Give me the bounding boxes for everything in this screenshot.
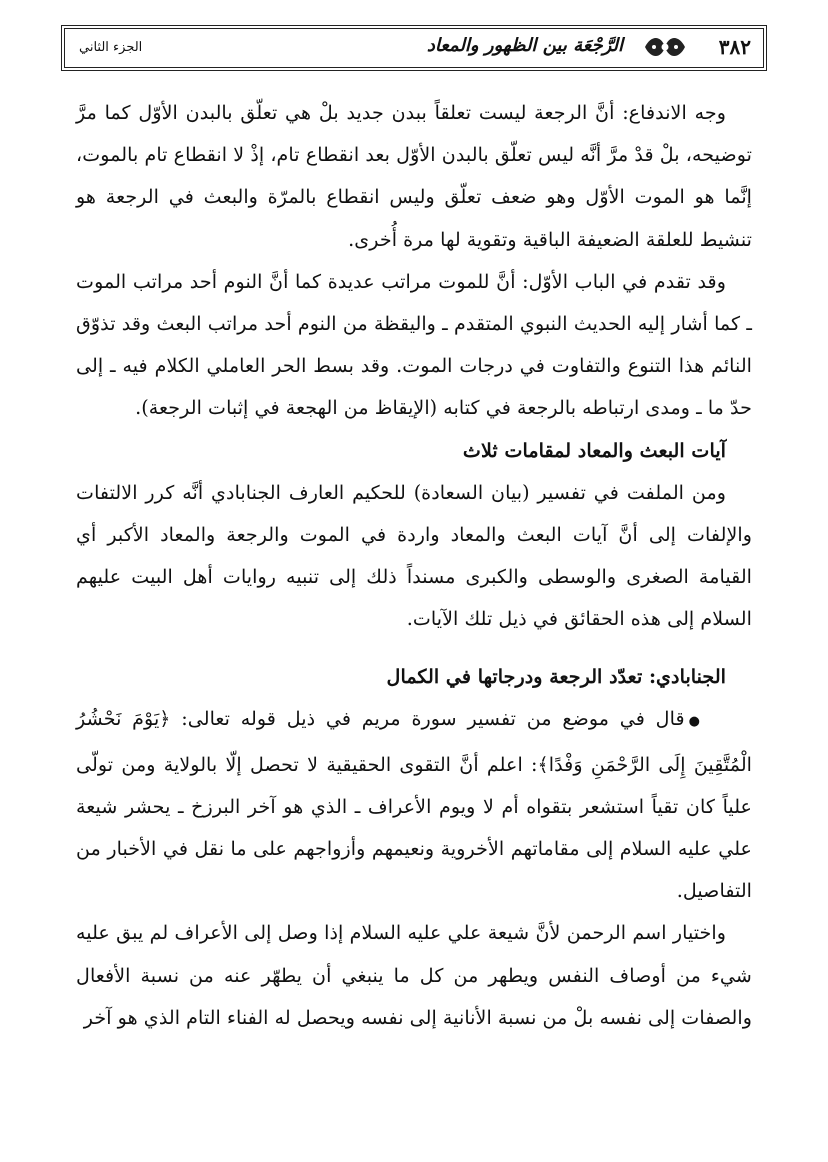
page-body [76,92,752,1039]
paragraph-1: وجه الاندفاع: أنَّ الرجعة ليست تعلقاً ببدن جديد بلْ هي تعلّق بالبدن الأوّل كما مرَّ توضيحه، بلْ قدْ مرَّ أنَّه ليس تعلّق بالبدن الأوّل بعد انقطاع تام، إذْ لا انقطاع تام بالموت، إنَّما هو الموت الأوّل وهو ضعف تعلّق وليس انقطاع بالمرّة والبعث في الرجعة هو تنشيط للعلقة الضعيفة الباقية وتقوية لها مرة أُخرى. [76,101,752,251]
paragraph-2: وقد تقدم في الباب الأوّل: أنَّ للموت مراتب عديدة كما أنَّ النوم أحد مراتب الموت ـ كما أشار إليه الحديث النبوي المتقدم ـ واليقظة من النوم أحد مراتب البعث وقد تذوّق النائم هذا التنوع والتفاوت في درجات الموت. وقد بسط الحر العاملي الكلام فيه ـ إلى حدّ ما ـ ومدى ارتباطه بالرجعة في كتابه (الإيقاظ من الهجعة في إثبات الرجعة). [76,269,752,420]
book-title: الرَّجْعَة بين الظهور والمعاد [426,35,623,56]
section-heading-2: الجنابادي: تعدّد الرجعة ودرجاتها في الكمال [386,665,726,689]
paragraph-5: واختيار اسم الرحمن لأنَّ شيعة علي عليه السلام إذا وصل إلى الأعراف لم يبق عليه شيء من أوصاف النفس ويطهر من كل ما ينبغي أن يطهّر عنه من نسبة الأفعال والصفات إلى نفسه بلْ من نسبة الأنانية إلى نفسه ويحصل له الفناء التام الذي هو آخر [76,921,752,1029]
running-header [64,28,764,68]
section-heading-1: آيات البعث والمعاد لمقامات ثلاث [462,438,726,462]
paragraph-3: ومن الملفت في تفسير (بيان السعادة) للحكيم العارف الجنابادي أنَّه كرر الالتفات والإلفات إلى أنَّ آيات البعث والمعاد واردة في الموت والرجعة والمعاد الأكبر أي القيامة الصغرى والوسطى والكبرى مسنداً ذلك إلى تنبيه روايات أهل البيت عليهم السلام إلى هذه الحقائق في ذيل تلك الآيات. [76,480,752,631]
paragraph-4 [76,698,752,912]
paragraph-4-text: قال في موضع من تفسير سورة مريم في ذيل قوله تعالى: ﴿يَوْمَ نَحْشُرُ الْمُتَّقِينَ إِلَى الرَّحْمَنِ وَفْدًا﴾: اعلم أنَّ التقوى الحقيقية لا تحصل إلّا بالولاية ومن تولّى علياً كان تقياً استشعر بتقواه أم لا ويوم الأعراف ـ الذي هو آخر البرزخ ـ يحشر شيعة علي عليه السلام إلى مقاماتهم الأخروية ونعيمهم وأزواجهم على ما نقل في الأخبار من التفاصيل. [76,707,752,903]
ornament-icon [643,33,687,61]
bullet-icon: ● [688,714,700,730]
page-number: ٣٨٢ [718,35,751,59]
volume-label: الجزء الثاني [79,40,143,55]
